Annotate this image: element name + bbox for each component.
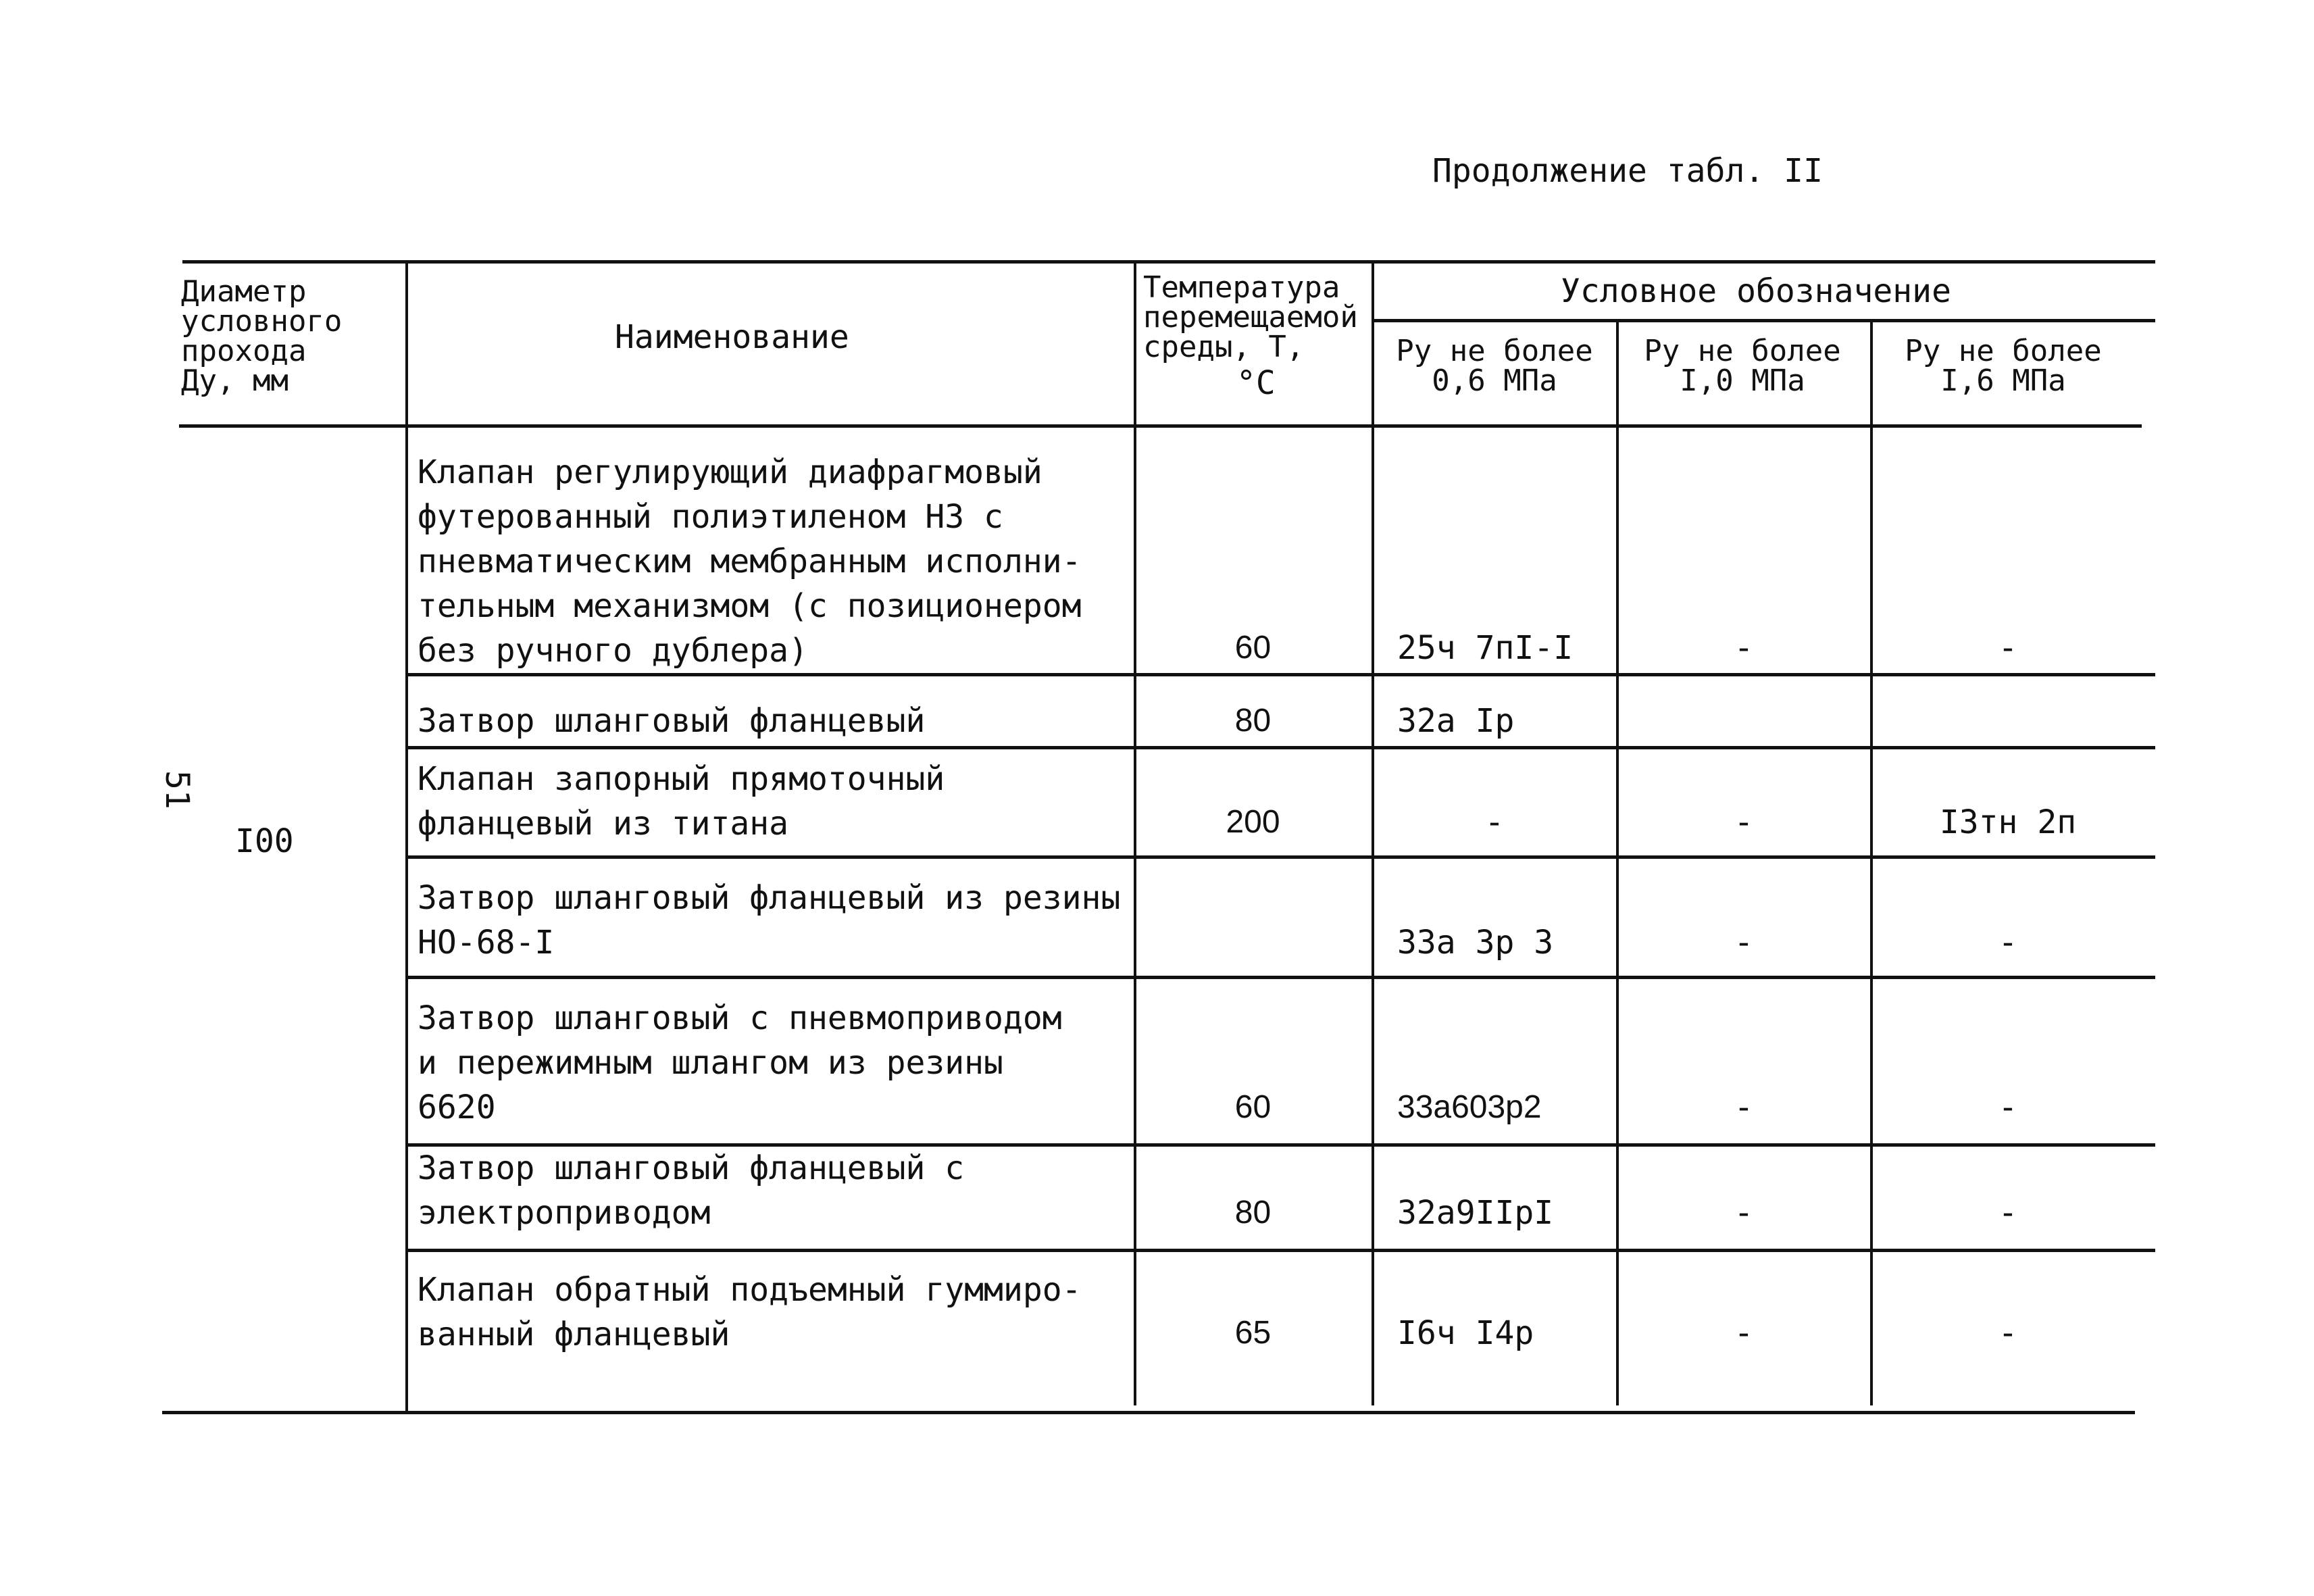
row-1-p16: - (1998, 629, 2018, 667)
header-p10: Ру не более I,0 МПа (1644, 334, 1841, 398)
page-number: 51 (158, 770, 196, 809)
row-divider-4 (405, 976, 2155, 979)
row-7-p06: I6ч I4р (1397, 1314, 1534, 1352)
row-3-p06: - (1484, 803, 1505, 841)
row-divider-6 (405, 1249, 2155, 1252)
row-6-p10: - (1734, 1194, 1754, 1232)
row-5-name: Затвор шланговый с пневмоприводом и пережимным шлангом из резины 6620 (418, 999, 1062, 1126)
row-1-p10: - (1734, 629, 1754, 667)
row-6-p06: 32а9IIрI (1397, 1194, 1554, 1232)
row-5-p06: 33а603р2 (1397, 1089, 1542, 1125)
table-bottom-border (162, 1411, 2135, 1414)
row-3-p10: - (1734, 803, 1754, 841)
row-3-temp: 200 (1226, 804, 1280, 840)
row-divider-3 (405, 855, 2155, 859)
designation-header-divider (1372, 319, 2155, 322)
row-3-name: Клапан запорный прямоточный фланцевый из титана (418, 760, 945, 843)
row-7-p10: - (1734, 1314, 1754, 1352)
row-4-p10: - (1734, 924, 1754, 962)
row-4-p06: 33а 3р 3 (1397, 924, 1554, 962)
header-designation: Условное обозначение (1561, 272, 1951, 310)
row-7-temp: 65 (1234, 1315, 1272, 1351)
row-1-temp: 60 (1234, 630, 1272, 666)
header-name: Наименование (615, 318, 849, 356)
row-7-p16: - (1998, 1314, 2018, 1352)
table-top-border (182, 260, 2155, 264)
row-1-p06: 25ч 7пI-I (1397, 629, 1574, 667)
table-continuation-caption: Продолжение табл. II (1432, 152, 1823, 190)
header-p06: Ру не более 0,6 МПа (1396, 334, 1593, 398)
diameter-value: I00 (235, 822, 294, 860)
row-1-name: Клапан регулирующий диафрагмовый футерованный полиэтиленом НЗ с пневматическим мембранным исполни- тельным механизмом (с позиционером без ручного дублера) (418, 453, 1082, 670)
col-divider-name (405, 264, 408, 1412)
row-7-name: Клапан обратный подъемный гуммиро- ванный фланцевый (418, 1271, 1082, 1353)
row-5-p10: - (1734, 1089, 1754, 1126)
row-6-p16: - (1998, 1194, 2018, 1232)
header-p16: Ру не более I,6 МПа (1905, 334, 2102, 398)
row-6-temp: 80 (1234, 1195, 1272, 1230)
row-divider-1 (405, 673, 2155, 676)
row-6-name: Затвор шланговый фланцевый с электроприводом (418, 1149, 965, 1232)
header-diameter: Диаметр условного прохода Ду, мм (181, 274, 343, 398)
row-2-temp: 80 (1234, 703, 1272, 739)
col-divider-p10 (1616, 320, 1619, 1405)
header-bottom-border (179, 424, 2142, 428)
row-5-temp: 60 (1234, 1089, 1272, 1125)
row-3-p16: I3тн 2п (1939, 803, 2077, 841)
row-5-p16: - (1998, 1089, 2018, 1126)
header-temperature: Температура перемещаемой среды, Т, (1143, 270, 1358, 364)
row-4-p16: - (1998, 924, 2018, 962)
row-2-p06: 32а Iр (1397, 702, 1515, 740)
col-divider-p16 (1870, 320, 1873, 1405)
row-divider-2 (405, 746, 2155, 749)
header-temperature-unit: °C (1236, 364, 1276, 402)
row-4-name: Затвор шланговый фланцевый из резины НО-68-I (418, 879, 1121, 962)
row-2-name: Затвор шланговый фланцевый (418, 702, 926, 740)
